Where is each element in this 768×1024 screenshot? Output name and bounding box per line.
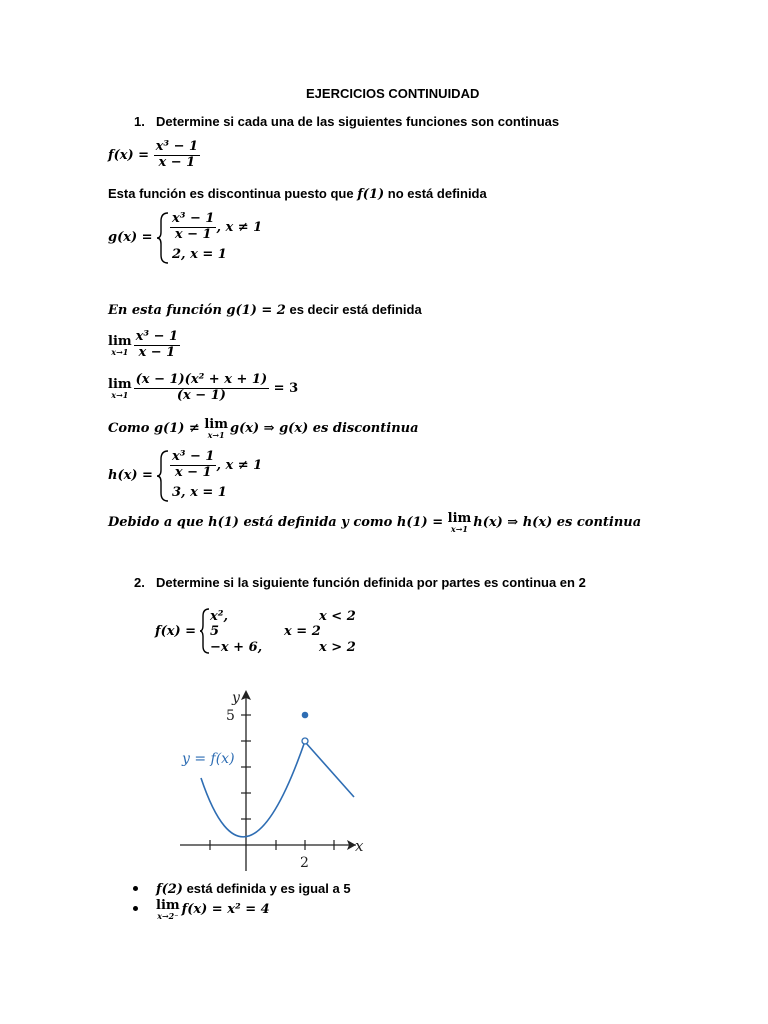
g-case-1 (170, 212, 262, 243)
debido-statement (108, 512, 641, 533)
limit-2-result: = 3 (273, 380, 299, 396)
g-case-1-condition: , x ≠ 1 (216, 219, 263, 235)
g-case-1-denominator: x − 1 (174, 226, 212, 242)
limit-2 (108, 373, 298, 404)
ex2-case-2-cond: x = 2 (284, 624, 321, 639)
h-case-2: 3, x = 1 (172, 485, 227, 500)
h-case-1 (170, 450, 262, 481)
g-note-math: En esta función g(1) = 2 (108, 303, 286, 318)
f-fraction (154, 140, 200, 171)
exercise-1-number: 1. (134, 114, 145, 129)
limit-1 (108, 330, 180, 361)
limit-1-sub: x→1 (111, 346, 129, 357)
g-case-2: 2, x = 1 (172, 247, 227, 262)
y-tick-label-5: 5 (226, 708, 235, 724)
limit-2-numerator: (x − 1)(x² + x + 1) (135, 372, 268, 387)
exercise-2-number: 2. (134, 575, 145, 590)
limit-2-word: lim (108, 376, 132, 392)
bullet-1 (156, 881, 351, 897)
open-point (302, 738, 308, 744)
debido-lim-sub: x→1 (450, 524, 468, 534)
g-note-text: es decir está definida (285, 302, 422, 317)
como-statement (108, 418, 419, 439)
ex2-f-lhs: f(x) = (155, 624, 197, 639)
h-case-1-denominator: x − 1 (174, 464, 212, 480)
bullet-2-lim-word: lim (156, 898, 180, 913)
limit-1-numerator: x³ − 1 (135, 329, 179, 344)
x-tick-label-2: 2 (300, 855, 309, 871)
h-lhs: h(x) = (108, 468, 153, 483)
bullet-1-text: está definida y es igual a 5 (182, 881, 351, 896)
function-graph (176, 686, 376, 876)
f-note-pre: Esta función es discontinua puesto que (108, 186, 358, 201)
debido-lim-word: lim (447, 511, 472, 526)
debido-part-b: h(x) ⇒ h(x) es continua (473, 515, 642, 530)
g-lhs: g(x) = (108, 230, 153, 245)
debido-part-a: Debido a que h(1) está definida y como h(1) = (108, 515, 448, 530)
ex2-case-3-expr: −x + 6, (210, 640, 263, 655)
h-case-1-numerator: x³ − 1 (172, 449, 215, 464)
h-brace (156, 450, 170, 502)
g-brace (156, 212, 170, 264)
f-note (108, 186, 487, 202)
exercise-2-prompt: Determine si la siguiente función definida por partes es continua en 2 (156, 575, 586, 590)
f-note-math: f(1) (357, 187, 385, 202)
filled-point (302, 712, 309, 719)
page-title: EJERCICIOS CONTINUIDAD (306, 86, 480, 101)
como-lim-word: lim (204, 417, 228, 432)
bullet-2-math: f(x) = x² = 4 (181, 902, 270, 917)
limit-1-denominator: x − 1 (138, 344, 176, 360)
ex2-case-1-cond: x < 2 (319, 609, 356, 624)
f-lhs: f(x) = (108, 147, 150, 163)
bullet-2-lim-sub: x→2⁻ (157, 911, 179, 921)
f-definition (108, 140, 200, 171)
h-case-1-condition: , x ≠ 1 (216, 457, 263, 473)
como-part-b: g(x) ⇒ g(x) es discontinua (230, 421, 419, 436)
exercise-1-prompt: Determine si cada una de las siguientes funciones son continuas (156, 114, 560, 129)
como-lim-sub: x→1 (207, 430, 225, 440)
f-denominator: x − 1 (158, 154, 196, 170)
f-numerator: x³ − 1 (155, 139, 199, 154)
f-note-post: no está definida (384, 186, 487, 201)
ex2-case-3-cond: x > 2 (319, 640, 356, 655)
y-axis-label: y (232, 690, 240, 706)
como-part-a: Como g(1) ≠ (108, 421, 205, 436)
limit-2-denominator: (x − 1) (176, 387, 226, 403)
bullet-1-math: f(2) (156, 882, 183, 897)
g-case-1-numerator: x³ − 1 (172, 211, 215, 226)
curve-label: y = f(x) (182, 751, 235, 767)
bullet-2-dot (133, 906, 138, 911)
bullet-1-dot (133, 886, 138, 891)
ex2-case-2-expr: 5 (210, 624, 220, 639)
x-axis-label: x (355, 837, 364, 855)
line-branch (306, 743, 354, 797)
limit-1-word: lim (108, 333, 132, 349)
bullet-2 (156, 899, 270, 920)
g-note (108, 302, 422, 318)
limit-2-sub: x→1 (111, 389, 129, 400)
ex2-case-1-expr: x², (210, 609, 228, 624)
